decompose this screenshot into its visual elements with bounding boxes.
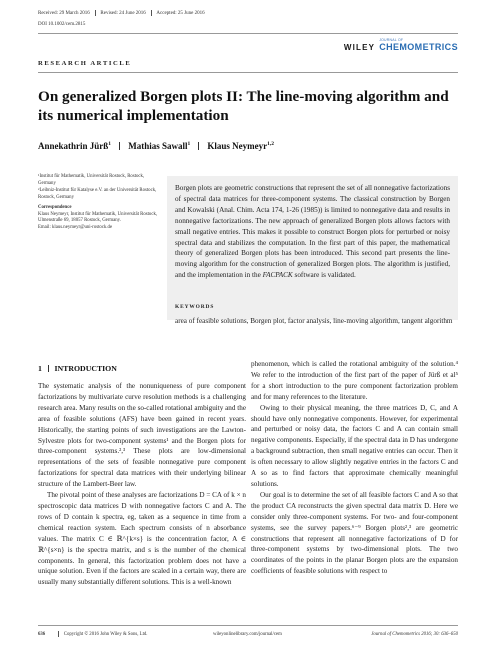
journal-name-small: JOURNAL OF: [379, 38, 404, 42]
page-footer: [38, 631, 458, 637]
correspondence-address: Klaus Neymeyr, Institut für Mathematik, Universität Rostock, Ulmenstraße 69, 18057 Rostock, Germany.: [38, 211, 158, 224]
article-type: RESEARCH ARTICLE: [38, 60, 132, 67]
author-list: [38, 141, 274, 151]
author-affil-sup: 1: [108, 141, 112, 147]
abstract-text-end: software is validated.: [292, 271, 356, 280]
publisher-logo: WILEY: [343, 42, 376, 52]
revised-date: Revised: 24 June 2016: [100, 10, 146, 16]
article-history: [38, 10, 205, 16]
keywords-heading: KEYWORDS: [175, 304, 215, 310]
journal-url[interactable]: wileyonlinelibrary.com/journal/cem: [213, 631, 282, 637]
separator: [48, 365, 49, 372]
separator: [95, 10, 96, 16]
separator: [151, 10, 152, 16]
author-affil-sup: 1: [187, 141, 191, 147]
abstract-text: Borgen plots are geometric constructions that represent the set of all nonnegative factorizations of spectral data matrices for three-component systems. The classical construction by Borgen and Kowalski (Anal. Chim. Acta 174, 1-26 (1985)) is limited to nonnegative data and results in nonnegative factorizations. The new approach of generalized Borgen plots allows factors with small negative entries. This makes it possible to construct Borgen plots for perturbed or noisy spectral data and stabilizes the computation. In the first part of this paper, the mathematical theory of generalized Borgen plots has been introduced. This second part presents the line-moving algorithm for the construction of generalized Borgen plots. The algorithm is justified, and the implementation in the: [175, 184, 450, 280]
accepted-date: Accepted: 25 June 2016: [156, 10, 205, 16]
author-affil-sup: 1,2: [267, 141, 275, 147]
body-paragraph: The systematic analysis of the nonuniqueness of pure component factorizations by multivariate curve resolution methods is a challenging research area. Many results on the so-called rotational ambiguity and the area of feasible solutions (AFS) have been gained in recent years. Historically, the starting points of such investigations are the Lawton-Sylvestre plots for two-component systems¹ and the Borgen plots for three-component systems.²,³ These plots are low-dimensional representations of the sets of feasible nonnegative pure component factorizations for spectral data matrices with their underlying bilinear structure of the Lambert-Beer law.: [38, 382, 246, 489]
section-title: INTRODUCTION: [54, 364, 117, 373]
keywords: [175, 302, 458, 326]
section-number: 1: [38, 364, 42, 373]
journal-logo: [344, 39, 458, 52]
section-heading: [38, 364, 117, 373]
footer-rule: [38, 625, 458, 626]
header-rule: [38, 33, 458, 34]
journal-citation: Journal of Chemometrics 2016; 30: 636–650: [371, 631, 458, 637]
software-name: FACPACK: [262, 271, 293, 280]
correspondence-heading: Correspondence: [38, 204, 72, 210]
correspondence-email[interactable]: Email: klaus.neymeyr@uni-rostock.de: [38, 225, 113, 231]
separator: [119, 142, 120, 150]
received-date: Received: 29 March 2016: [38, 10, 90, 16]
affiliation-1: ¹Institut für Mathematik, Universität Rostock, Rostock, Germany: [38, 174, 145, 186]
article-type-rule: [38, 72, 458, 73]
body-paragraph: Our goal is to determine the set of all feasible factors C and A so that the product CA reconstructs the given spectral data matrix D. Here we consider only three-component systems. For two- and four-component systems, see the survey papers.⁶⁻⁹ Borgen plots²,³ are geometric constructions that represent all nonnegative factorizations of D for three-component systems by two-dimensional plots. The two coordinates of the points in the planar Borgen plots are the expansion coefficients of feasible solutions with respect to: [251, 490, 458, 576]
body-paragraph: phenomenon, which is called the rotational ambiguity of the solution.⁴ We refer to the introduction of the first part of the paper of Jürß et al⁵ for a short introduction to the pure component factorization problem and for many references to the literature.: [251, 360, 458, 401]
author-name[interactable]: Mathias Sawall: [128, 141, 188, 151]
body-column-left: [38, 381, 246, 588]
article-title: On generalized Borgen plots II: The line-moving algorithm and its numerical implementation: [38, 88, 449, 124]
abstract-box: [167, 176, 458, 320]
keywords-list: area of feasible solutions, Borgen plot, factor analysis, line-moving algorithm, tangent algorithm: [175, 316, 453, 325]
affiliation-2: ²Leibniz-Institut für Katalyse e.V. an der Universität Rostock, Rostock, Germany: [38, 187, 157, 200]
journal-name: [379, 39, 458, 52]
body-paragraph: Owing to their physical meaning, the three matrices D, C, and A should have only nonnegative components. However, for experimental and perturbed or noisy data, the factors C and A can contain small negative components. Especially, if the spectral data in D has undergone a background subtraction, then small negative entries can occur. Then it is often necessary to allow slightly negative entries in the factors C and A so as to find factors that approximate chemically meaningful solutions.: [251, 403, 458, 488]
doi[interactable]: DOI 10.1002/cem.2815: [38, 22, 86, 27]
body-paragraph: The pivotal point of these analyses are factorizations D = CA of k × n spectroscopic data matrices D with nonnegative factors C and A. The rows of D contain k spectra, eg, taken as a sequence in time from a chemical reaction system. Each spectrum consists of n absorbance values. The matrix C ∈ ℝ^{k×s} is the concentration factor, A ∈ ℝ^{s×n} is the spectra matrix, and s is the number of the chemical components. In general, this factorization problem does not have a unique solution. Even if the factors are scaled in a certain way, there are usually many substantially different solutions. This is a well-known: [38, 491, 246, 587]
body-column-right: [251, 359, 458, 577]
journal-name-big: CHEMOMETRICS: [379, 41, 458, 52]
author-name[interactable]: Annekathrin Jürß: [38, 141, 109, 151]
copyright: Copyright © 2016 John Wiley & Sons, Ltd.: [63, 631, 148, 637]
affiliations: [38, 174, 158, 232]
author-name[interactable]: Klaus Neymeyr: [207, 141, 268, 151]
page-number: 636: [38, 631, 46, 637]
separator: [198, 142, 199, 150]
separator: [58, 631, 59, 637]
